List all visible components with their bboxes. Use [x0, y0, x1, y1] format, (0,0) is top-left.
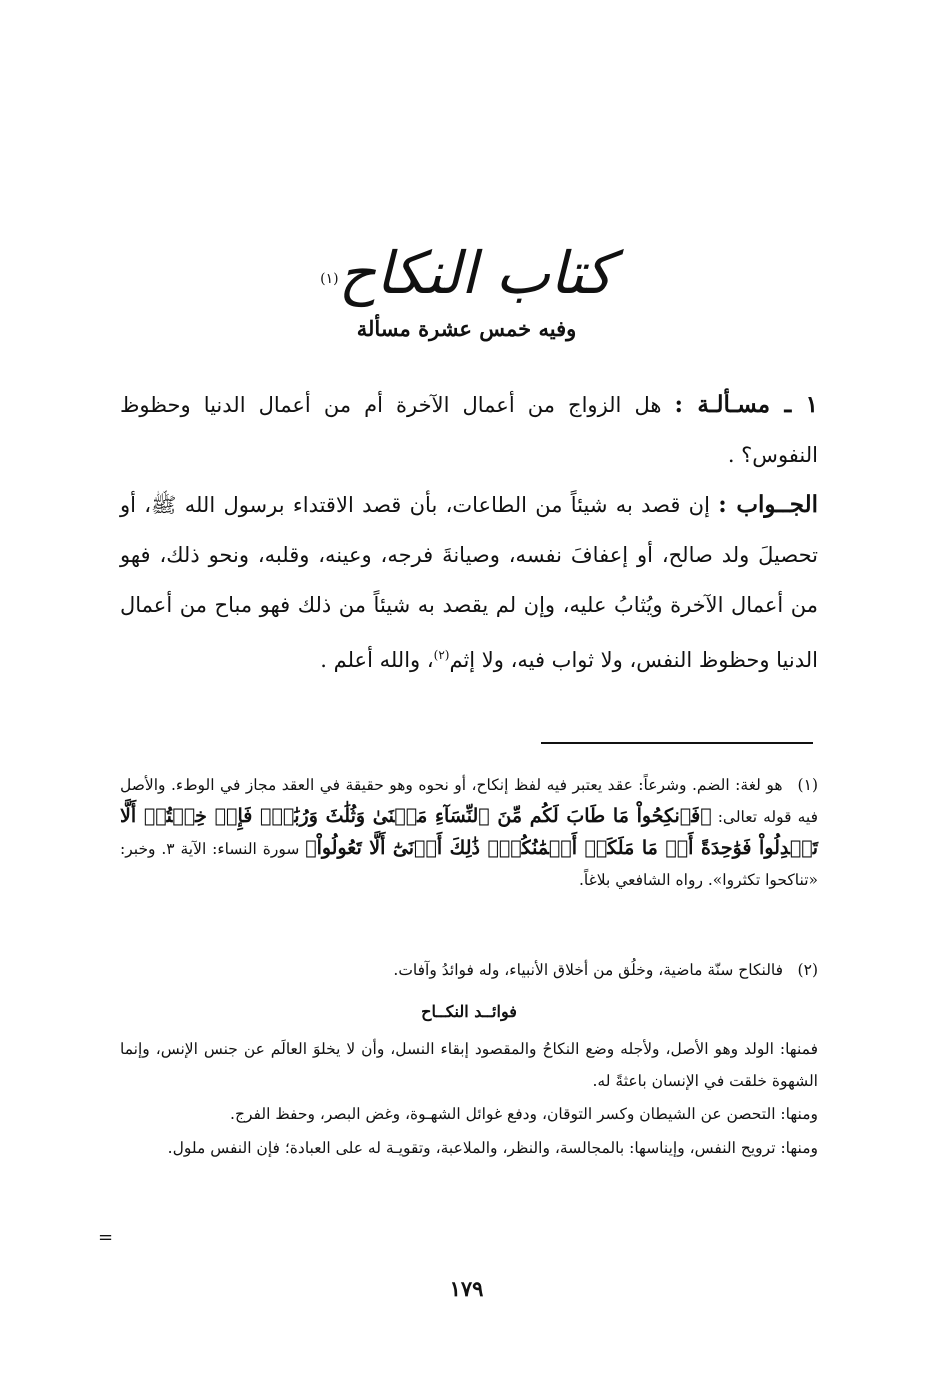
answer-ending: ، والله أعلم .: [320, 648, 434, 672]
benefit-item: ومنها: ترويح النفس، وإيناسها: بالمجالسة، والنظر، والملاعبة، وتقويـة له على العبادة؛ فإن النفس ملول.: [167, 1138, 818, 1157]
continuation-mark: =: [98, 1227, 114, 1248]
benefit-item: ومنها: التحصن عن الشيطان وكسر التوقان، ودفع غوائل الشهـوة، وغض البصر، وحفظ الفرج.: [230, 1105, 818, 1123]
footnote-2-text: فالنكاح سنّة ماضية، وخلُق من أخلاق الأنبياء، وله فوائدُ وآفات.: [393, 961, 784, 979]
benefits-heading: فوائــد النكــاح: [421, 1002, 517, 1021]
footnote-1-number: (١): [797, 776, 818, 794]
footnote-1-text: هو لغة: الضم. وشرعاً: عقد يعتبر فيه لفظ إنكاح، أو نحوه وهو حقيقة في العقد مجاز في الوطء. والأصل فيه قوله تعالى:: [120, 776, 818, 826]
answer-label: الجــواب :: [718, 491, 818, 518]
answer-text: إن قصد به شيئاً من الطاعات، بأن قصد الاقتداء برسول الله ﷺ، أو تحصيلَ ولد صالح، أو إعفافَ نفسه، وصيانةَ فرجه، وعينه، وقلبه، ونحو ذلك، فهو من أعمال الآخرة ويُثابُ عليه، وإن لم يقصد به شيئاً من ذلك فهو مباح من أعمال الدنيا وحظوظ النفس، ولا ثواب فيه، ولا إثم: [120, 493, 818, 672]
quran-verse: ﴿فَٱنكِحُواْ مَا طَابَ لَكُم مِّنَ ٱلنِّسَآءِ مَثۡنَىٰ وَثُلَٰثَ وَرُبَٰعَۖ فَإِنۡ خِفۡتُمۡ أَلَّا تَعۡدِلُواْ فَوَٰحِدَةً أَوۡ مَا مَلَكَتۡ أَيۡمَٰنُكُمۡۚ ذَٰلِكَ أَدۡنَىٰٓ أَلَّا تَعُولُواْ﴾: [120, 805, 818, 859]
answer-note-ref: (٢): [433, 648, 450, 662]
footnote-1-source: سورة النساء: الآية ٣. وخبر: «تناكحوا تكثروا». رواه الشافعي بلاغاً.: [120, 840, 818, 889]
chapter-title-text: كتاب النكاح: [338, 239, 613, 307]
chapter-title-note-ref: (١): [320, 271, 339, 287]
footnote-2-number: (٢): [797, 961, 818, 979]
chapter-title: [250, 238, 683, 308]
benefits-list: [120, 1034, 818, 1166]
page-number: ١٧٩: [449, 1276, 484, 1301]
question-label: ١ ـ مسـألـة :: [674, 391, 818, 418]
footnote-1: [120, 770, 818, 896]
chapter-subtitle: وفيه خمس عشرة مسألة: [356, 316, 577, 341]
footnote-divider: [541, 742, 813, 744]
question-text: هل الزواج من أعمال الآخرة أم من أعمال الدنيا وحظوظ النفوس؟ .: [120, 393, 818, 467]
answer-paragraph: [120, 480, 818, 685]
benefit-item: فمنها: الولد وهو الأصل، ولأجله وضع النكاحُ والمقصود إبقاء النسل، وأن لا يخلوَ العالَم عن جنس الإنس، وإنما الشهوة خلقت في الإنسان باعثةً له.: [120, 1040, 818, 1090]
footnote-2: [120, 955, 818, 986]
question-paragraph: [120, 380, 818, 480]
